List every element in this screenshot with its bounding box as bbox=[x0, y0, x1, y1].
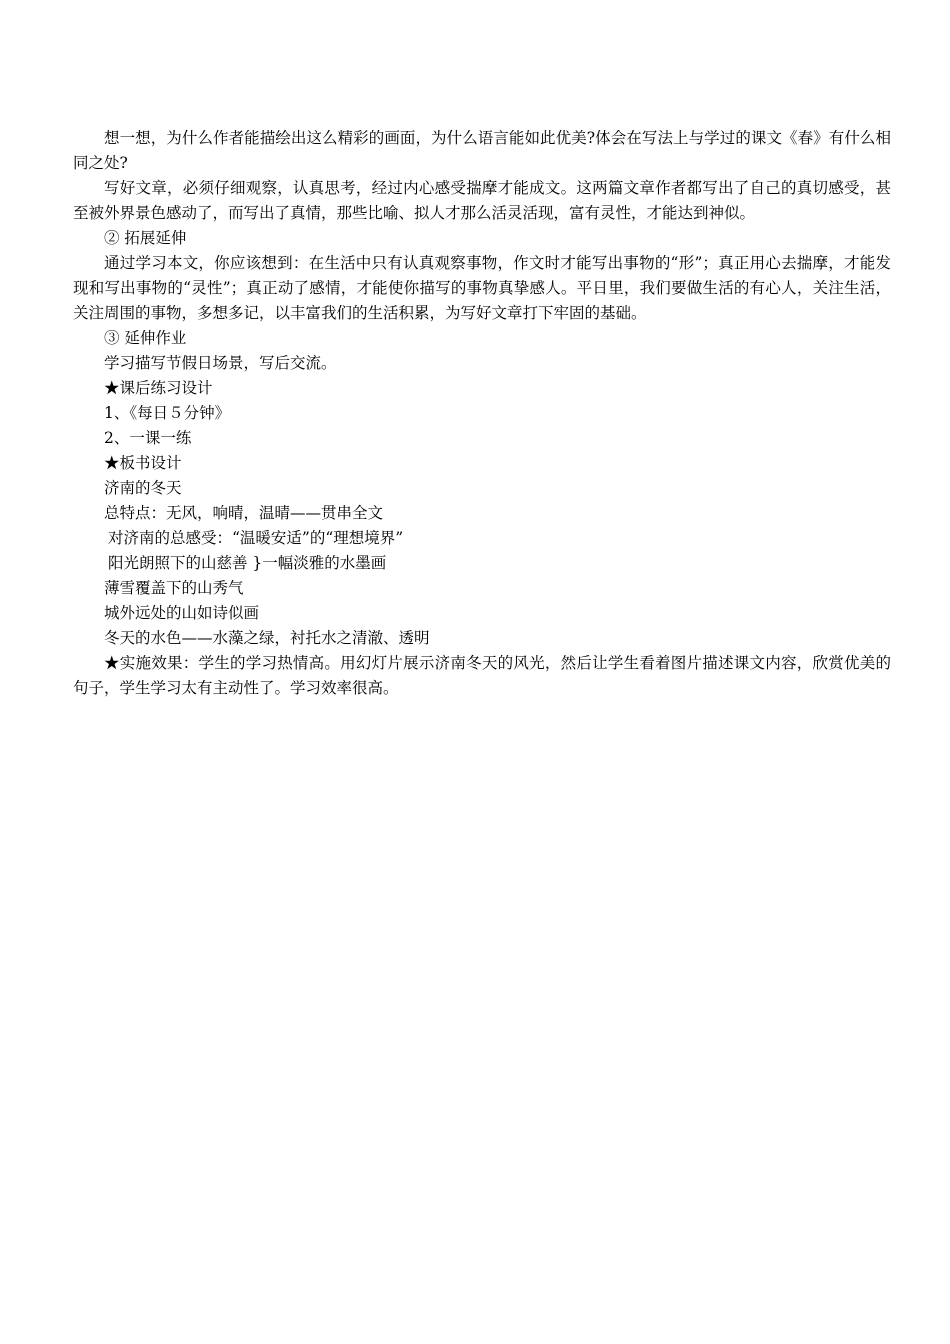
paragraph-writing-advice: 写好文章，必须仔细观察，认真思考，经过内心感受揣摩才能成文。这两篇文章作者都写出了自己的真切感受，甚至被外界景色感动了，而写出了真情，那些比喻、拟人才那么活灵活现，富有灵性，才能达到神似。 bbox=[73, 179, 891, 222]
section-heading-board-design: ★板书设计 bbox=[104, 454, 182, 472]
paragraph-extension-content: 通过学习本文，你应该想到：在生活中只有认真观察事物，作文时才能写出事物的“形”；真正用心去揣摩，才能发现和写出事物的“灵性”；真正动了感情，才能使你描写的事物真挚感人。平日里，我们要做生活的有心人，关注生活，关注周围的事物，多想多记，以丰富我们的生活积累，为写好文章打下牢固的基础。 bbox=[73, 254, 891, 322]
board-line-water: 冬天的水色——水藻之绿，衬托水之清澈、透明 bbox=[104, 629, 430, 647]
paragraph-reflection-question: 想一想，为什么作者能描绘出这么精彩的画面，为什么语言能如此优美?体会在写法上与学过的课文《春》有什么相同之处? bbox=[73, 129, 891, 172]
paragraph-homework-content: 学习描写节假日场景，写后交流。 bbox=[104, 354, 337, 372]
list-item-exercise-1: 1、《每日５分钟》 bbox=[104, 404, 231, 422]
list-item-exercise-2: 2、一课一练 bbox=[104, 429, 192, 447]
board-line-snowy-mountain: 薄雪覆盖下的山秀气 bbox=[104, 579, 244, 597]
board-line-features: 总特点：无风，响晴，温晴——贯串全文 bbox=[104, 504, 384, 522]
paragraph-implementation-effect: ★实施效果：学生的学习热情高。用幻灯片展示济南冬天的风光，然后让学生看着图片描述课文内容，欣赏优美的句子，学生学习太有主动性了。学习效率很高。 bbox=[73, 654, 891, 697]
board-title: 济南的冬天 bbox=[104, 479, 182, 497]
section-heading-homework: ③ 延伸作业 bbox=[104, 329, 187, 347]
board-line-sunny-mountain: 阳光朗照下的山慈善 }一幅淡雅的水墨画 bbox=[108, 554, 387, 572]
section-heading-extension: ② 拓展延伸 bbox=[104, 229, 187, 247]
board-line-distant-mountain: 城外远处的山如诗似画 bbox=[104, 604, 260, 622]
document-page bbox=[73, 126, 891, 701]
board-line-impression: 对济南的总感受：“温暖安适”的“理想境界” bbox=[108, 529, 404, 547]
section-heading-exercise-design: ★课后练习设计 bbox=[104, 379, 213, 397]
